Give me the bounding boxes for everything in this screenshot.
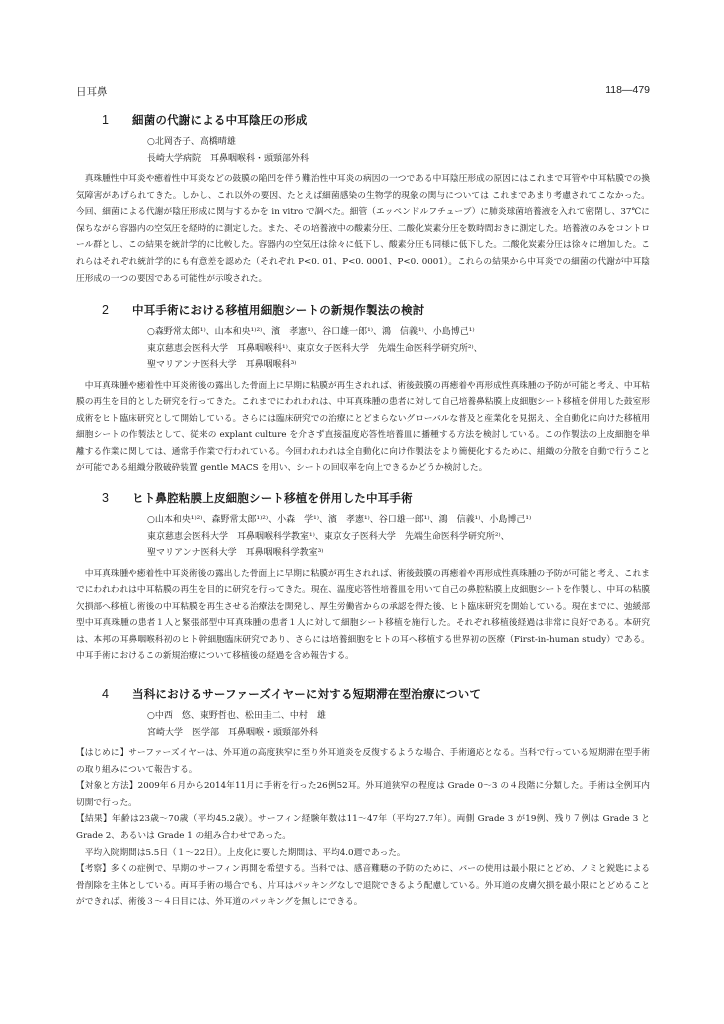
abstract-number: 2 <box>102 303 109 317</box>
abstract-paragraph: 【結果】年齢は23歳〜70歳（平均45.2歳）。サーフィン経験年数は11〜47年（平均27.7年）。両側 Grade 3 が19例、残り７例は Grade 3 と Grade 2、あるいは Grade 1 の組み合わせであった。 <box>76 814 650 841</box>
abstract-body <box>76 378 650 478</box>
abstract-number: 3 <box>102 491 109 505</box>
abstract-body <box>76 745 650 911</box>
page-number: 118—479 <box>605 84 650 96</box>
abstract-authors: ○山本和央¹⁾²⁾、森野常太郎¹⁾²⁾、小森 学¹⁾、濱 孝憲¹⁾、谷口雄一郎¹⁾、鴻 信義¹⁾、小島博己¹⁾ 東京慈恵会医科大学 耳鼻咽喉科学教室¹⁾、東京女子医科大学 先端生命医科学研究所²⁾、 聖マリアンナ医科大学 耳鼻咽喉科学教室³⁾ <box>147 515 532 558</box>
abstract-title: 細菌の代謝による中耳陰圧の形成 <box>132 115 308 127</box>
abstract-paragraph: 平均入院期間は5.5日（１〜22日）。上皮化に要した期間は、平均4.0週であった。 <box>84 847 406 858</box>
abstract-authors: ○北岡杏子、高橋晴雄 長崎大学病院 耳鼻咽喉科・頭頸部外科 <box>147 137 310 164</box>
abstract-title: 当科におけるサーファーズイヤーに対する短期滞在型治療について <box>132 689 482 701</box>
abstract-paragraph: 【対象と方法】2009年６月から2014年11月に手術を行った26例52耳。外耳道狭窄の程度は Grade 0〜3 の４段階に分類した。手術は全例耳内切開で行った。 <box>76 781 650 808</box>
abstract-2 <box>76 302 650 477</box>
journal-name: 日耳鼻 <box>76 86 108 98</box>
abstract-3 <box>76 490 650 665</box>
abstract-paragraph: 中耳真珠腫や癒着性中耳炎術後の露出した骨面上に早期に粘膜が再生されれば、術後鼓膜の再癒着や再形成性真珠腫の予防が可能と考え、これまでにわれわれは中耳粘膜の再生を目的に研究を行ってきた。現在、温度応答性培養皿を用いて自己の鼻腔粘膜上皮細胞シートを作製し、中耳の粘膜欠損部へ移植し術後の中耳粘膜を再生させる治療法を開発し、厚生労働省からの承認を得た後、ヒト臨床研究を開始している。現在までに、弛緩部型中耳真珠腫の患者１人と緊張部型中耳真珠腫の患者１人に対して細胞シート移植を施行した。それぞれ移植後経過は非常に良好である。本研究は、本邦の耳鼻咽喉科初のヒト幹細胞臨床研究であり、さらには培養細胞をヒトの耳へ移植する世界初の医療（First-in-human study）である。中耳手術におけるこの新規治療について移植後の経過を含め報告する。 <box>76 568 650 662</box>
abstract-1 <box>76 112 650 287</box>
abstract-paragraph: 【考察】多くの症例で、早期のサーフィン再開を希望する。当科では、感音難聴の予防のために、バーの使用は最小限にとどめ、ノミと鋭匙による骨削除を主体としている。両耳手術の場合でも、片耳はパッキングなしで退院できるよう配慮している。外耳道の皮膚欠損を最小限にとどめることができれば、術後３〜４日目には、外耳道のパッキングを無しにできる。 <box>76 864 650 908</box>
abstract-paragraph: 中耳真珠腫や癒着性中耳炎術後の露出した骨面上に早期に粘膜が再生されれば、術後鼓膜の再癒着や再形成性真珠腫の予防が可能と考え、中耳粘膜の再生を目的とした研究を行ってきた。これまでにわれわれは、中耳真珠腫の患者に対して自己培養鼻粘膜上皮細胞シート移植を併用した鼓室形成術をヒト臨床研究として開始している。さらには臨床研究での治療にとどまらないグローバルな普及と産業化を見据え、全自動化に向けた移植用細胞シートの作製法として、従来の explant culture を介さず直接温度応答性培養皿に播種する方法を検討している。この作製法の上皮細胞を単離する作業に関しては、通常手作業で行われている。今回われわれは全自動化に向け作製法をより簡便化するために、組織の分散を自動で行うことが可能である組織分散破砕装置 gentle MACS を用い、シートの回収率を向上できるかどうか検討した。 <box>76 380 650 474</box>
abstract-authors: ○中西 悠、東野哲也、松田圭二、中村 雄 宮崎大学 医学部 耳鼻咽喉・頭頸部外科 <box>147 711 326 738</box>
abstract-body <box>76 566 650 666</box>
abstract-paragraph: 真珠腫性中耳炎や癒着性中耳炎などの鼓膜の陥凹を伴う難治性中耳炎の病因の一つである中耳陰圧形成の原因にはこれまで耳管や中耳粘膜での換気障害があげられてきた。しかし、これ以外の要因、たとえば細菌感染の生物学的現象の関与については これまであまり考慮されてこなかった。今回、細菌による代謝が陰圧形成に関与するかを in vitro で調べた。細管（エッペンドルフチューブ）に肺炎球菌培養液を入れて密閉し、37℃に保ちながら容器内の空気圧を経時的に測定した。また、その培養液中の酸素分圧、二酸化炭素分圧を数時間おきに測定した。培養液のみをコントロール群とし、この結果を統計学的に比較した。容器内の空気圧は徐々に低下し、酸素分圧も同様に低下した。二酸化炭素分圧は徐々に増加した。これらはそれぞれ統計学的にも有意差を認めた（それぞれ P<0. 01、P<0. 0001、P<0. 0001）。これらの結果から中耳炎での細菌の代謝が中耳陰圧形成の一つの要因である可能性が示唆された。 <box>76 174 650 284</box>
abstract-title: ヒト鼻腔粘膜上皮細胞シート移植を併用した中耳手術 <box>132 493 413 505</box>
abstract-authors: ○森野常太郎¹⁾、山本和央¹⁾²⁾、濱 孝憲¹⁾、谷口雄一郎¹⁾、鴻 信義¹⁾、小島博己¹⁾ 東京慈恵会医科大学 耳鼻咽喉科¹⁾、東京女子医科大学 先端生命医科学研究所²⁾、 聖マリアンナ医科大学 耳鼻咽喉科³⁾ <box>147 327 483 370</box>
abstract-4 <box>76 686 650 911</box>
abstract-title: 中耳手術における移植用細胞シートの新規作製法の検討 <box>132 305 425 317</box>
abstract-number: 4 <box>102 687 109 701</box>
abstract-paragraph: 【はじめに】サーファーズイヤーは、外耳道の高度狭窄に至り外耳道炎を反復するような場合、手術適応となる。当科で行っている短期滞在型手術の取り組みについて報告する。 <box>76 748 650 775</box>
abstract-body <box>76 171 650 287</box>
abstract-number: 1 <box>102 113 109 127</box>
